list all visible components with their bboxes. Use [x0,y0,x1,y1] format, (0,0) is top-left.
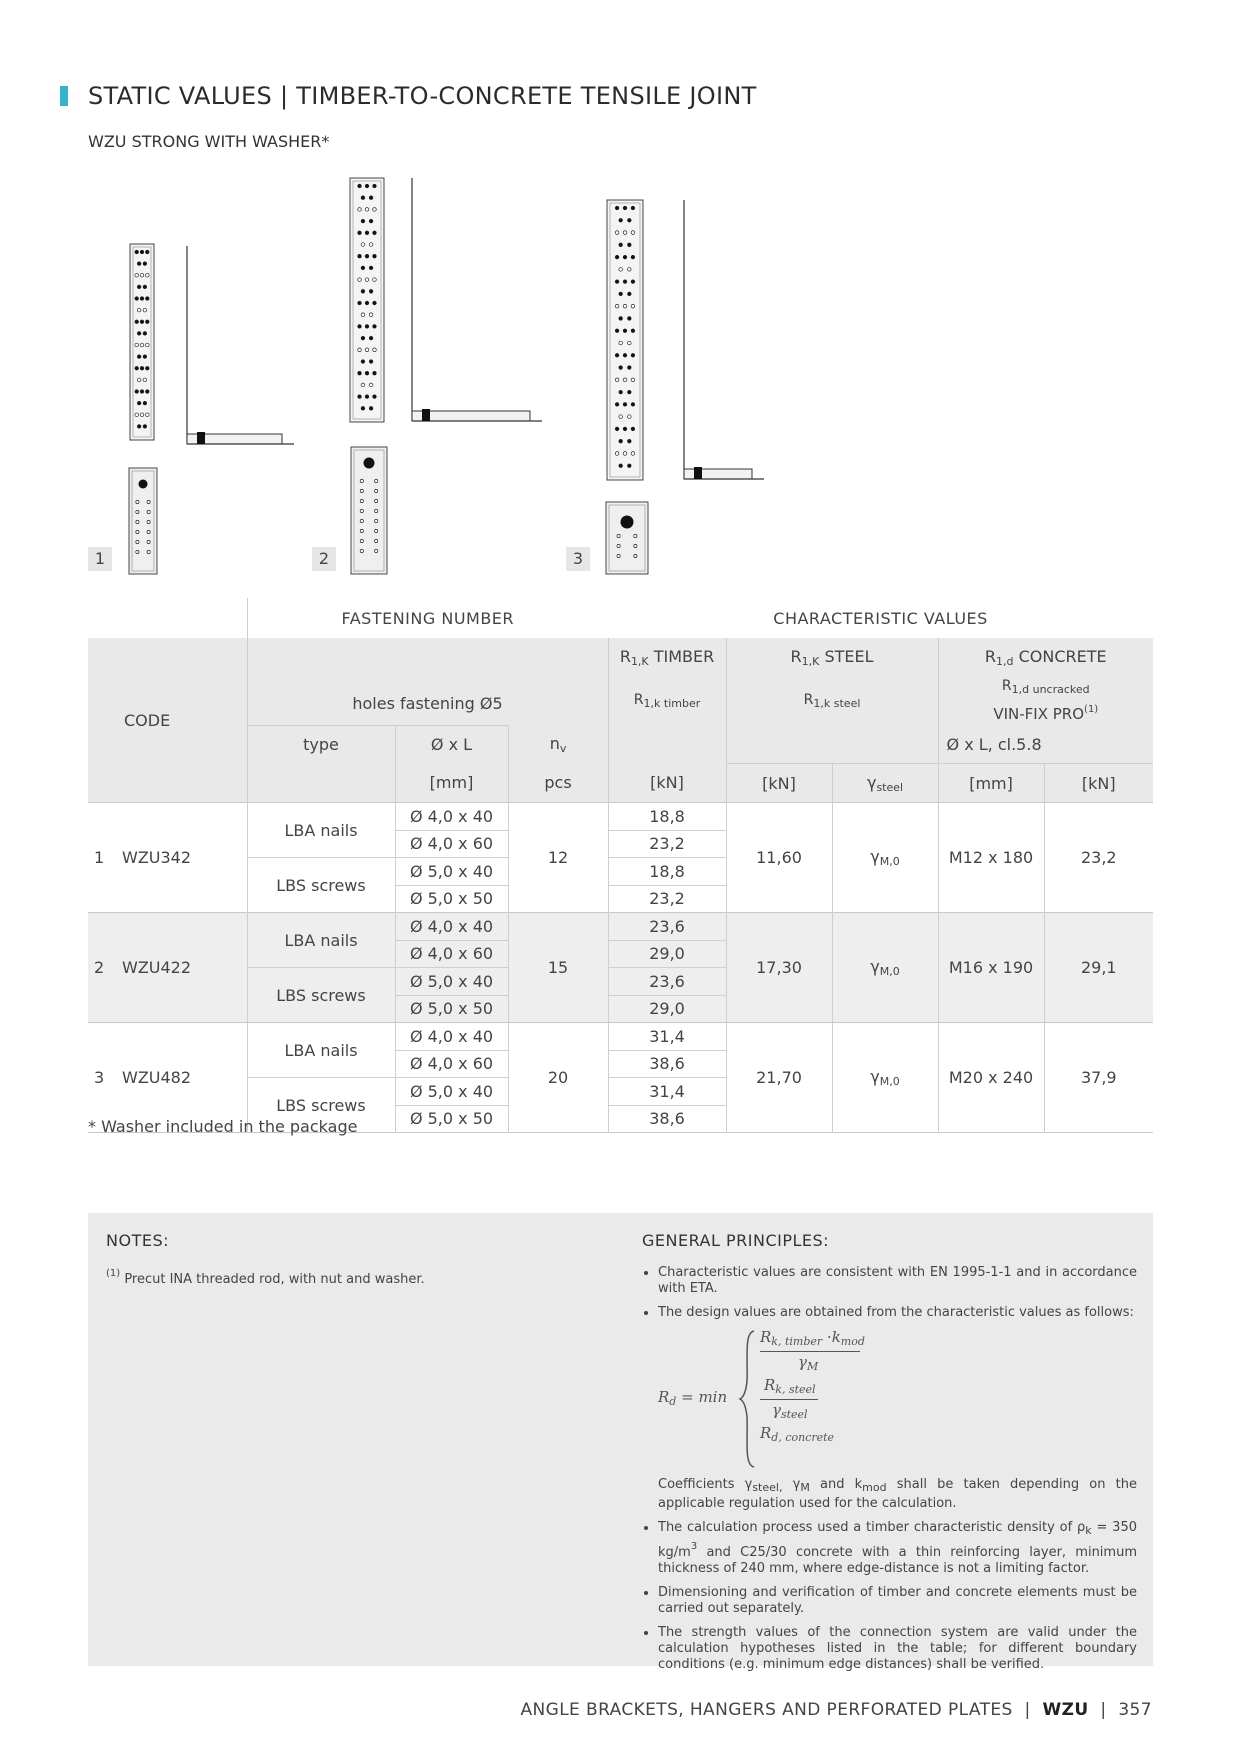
steel-symbol: $R_{1,k steel}$ [726,676,938,725]
unit-dxl: [mm] [395,764,508,803]
code-cell: 1 WZU342 [88,803,247,913]
timber-value-cell: 23,6 [608,913,726,941]
steel-value-cell: 17,30 [726,913,832,1023]
notes-heading: NOTES: [106,1231,169,1250]
principle-1: • Characteristic values are consistent with EN 1995-1-1 and in accordance with ETA. [658,1265,1137,1297]
timber-value-cell: 31,4 [608,1023,726,1051]
size-cell: Ø 5,0 x 50 [395,885,508,913]
timber-value-cell: 38,6 [608,1105,726,1133]
concrete-symbol: $R_{1,d uncracked}$ VIN-FIX PRO$^{(1)}$ [993,678,1099,723]
fastener-type-cell: LBS screws [247,968,395,1023]
nv-cell: 12 [508,803,608,913]
table-footnote: * Washer included in the package [88,1117,358,1136]
bracket-3-plate [607,200,643,480]
col-header-steel: $R_{1,K}$ STEEL [726,638,938,676]
col-header-holes: holes fastening Ø5 [247,638,608,725]
anchor-cell: M20 x 240 [938,1023,1044,1133]
group-header-fastening: FASTENING NUMBER [341,608,515,628]
timber-value-cell: 29,0 [608,995,726,1023]
code-cell: 3 WZU482 [88,1023,247,1133]
timber-symbol: $R_{1,k timber}$ [608,676,726,725]
principle-2: • The design values are obtained from the characteristic values as follows: [658,1305,1137,1321]
formula-term3: $R_{d, concrete}$ [760,1424,835,1444]
formula-term2-num: $R_{k, steel}$ [764,1376,816,1396]
anchor-cell: M16 x 190 [938,913,1044,1023]
anchor-cell: M12 x 180 [938,803,1044,913]
unit-nv: pcs [508,764,608,803]
unit-steel: [kN] [726,764,832,803]
figure-number-2: 2 [312,547,336,571]
concrete-value-cell: 37,9 [1044,1023,1153,1133]
footer-product: WZU [1042,1700,1089,1720]
principles-body [642,1265,1137,1681]
timber-value-cell: 23,6 [608,968,726,996]
nv-cell: 20 [508,1023,608,1133]
size-cell: Ø 4,0 x 40 [395,1023,508,1051]
steel-value-cell: 11,60 [726,803,832,913]
code-cell: 2 WZU422 [88,913,247,1023]
formula-term1-den: $\gamma_M$ [798,1353,819,1373]
fastener-type-cell: LBS screws [247,1078,395,1133]
col-header-concrete: $R_{1,d}$ CONCRETE [984,646,1107,668]
timber-value-cell: 23,2 [608,830,726,858]
col-header-nv: $n_v$ [508,725,608,764]
concrete-value-cell: 29,1 [1044,913,1153,1023]
unit-conc-mm: [mm] [938,764,1044,803]
coefficients-text: Coefficients $\gamma_{steel,}$ $\gamma_M$ and $k_{mod}$ shall be taken depending on the applicable regulation used for the calculation. [658,1477,1137,1511]
design-formula: $R_d = \min$ $R_{k, timber} \cdot k_{mod}$ $\gamma_M$ $R_{k, steel}$ $\gamma_{steel}$ $R_{d, concrete}$ [642,1329,1137,1469]
principle-4: • Dimensioning and verification of timber and concrete elements must be carried out separately. [658,1585,1137,1617]
unit-timber: [kN] [608,764,726,803]
gamma-cell: $\gamma_{M,0}$ [832,913,938,1023]
fastener-type-cell: LBS screws [247,858,395,913]
formula-term1-num: $R_{k, timber} \cdot k_{mod}$ [760,1328,865,1348]
product-drawings [0,0,1240,590]
figure-number-1: 1 [88,547,112,571]
steel-value-cell: 21,70 [726,1023,832,1133]
nv-cell: 15 [508,913,608,1023]
notes-panel [88,1213,1153,1672]
timber-value-cell: 18,8 [608,803,726,831]
table-row [88,803,1153,831]
principle-3: • The calculation process used a timber characteristic density of $\rho_k = 350$ $kg/m^3$ and C25/30 concrete with a thin reinforcing layer, minimum thickness of 240 mm, where edge-distance is not a limiting factor. [658,1520,1137,1577]
brace-icon [738,1329,758,1469]
group-header-characteristic: CHARACTERISTIC VALUES [773,608,988,628]
page-title: STATIC VALUES | TIMBER-TO-CONCRETE TENSILE JOINT [88,82,757,110]
col-header-type: type [247,725,395,764]
col-header-code: CODE [88,638,247,803]
timber-value-cell: 23,2 [608,885,726,913]
concrete-spec: Ø x L, cl.5.8 [946,734,1042,754]
size-cell: Ø 5,0 x 50 [395,995,508,1023]
footer-page-number: 357 [1118,1700,1152,1720]
fastener-type-cell: LBA nails [247,913,395,968]
gamma-cell: $\gamma_{M,0}$ [832,803,938,913]
note-1: $^{(1)}$ Precut INA threaded rod, with nut and washer. [106,1268,425,1287]
fastener-type-cell: LBA nails [247,803,395,858]
size-cell: Ø 4,0 x 60 [395,940,508,968]
page-subtitle: WZU STRONG WITH WASHER* [88,132,330,151]
timber-value-cell: 31,4 [608,1078,726,1106]
concrete-value-cell: 23,2 [1044,803,1153,913]
timber-value-cell: 38,6 [608,1050,726,1078]
size-cell: Ø 5,0 x 40 [395,1078,508,1106]
bracket-2-plate [350,178,384,422]
table-row [88,913,1153,941]
col-header-dxl: Ø x L [395,725,508,764]
timber-value-cell: 18,8 [608,858,726,886]
unit-conc-kn: [kN] [1044,764,1153,803]
footer-section: ANGLE BRACKETS, HANGERS AND PERFORATED PLATES [520,1700,1013,1720]
gamma-cell: $\gamma_{M,0}$ [832,1023,938,1133]
fastener-type-cell: LBA nails [247,1023,395,1078]
size-cell: Ø 5,0 x 40 [395,858,508,886]
principles-heading: GENERAL PRINCIPLES: [642,1231,830,1250]
unit-gamma-steel: $\gamma_{steel}$ [832,764,938,803]
bracket-3-front [606,502,648,574]
size-cell: Ø 5,0 x 50 [395,1105,508,1133]
table-row [88,1023,1153,1051]
size-cell: Ø 4,0 x 40 [395,803,508,831]
formula-term2-den: $\gamma_{steel}$ [772,1401,808,1421]
size-cell: Ø 5,0 x 40 [395,968,508,996]
size-cell: Ø 4,0 x 60 [395,1050,508,1078]
timber-value-cell: 29,0 [608,940,726,968]
static-values-table [88,598,1153,1133]
principle-5: • The strength values of the connection system are valid under the calculation hypotheses listed in the table; for different boundary conditions (e.g. minimum edge distances) shall be verified. [658,1625,1137,1673]
page-footer: ANGLE BRACKETS, HANGERS AND PERFORATED PLATES | WZU | 357 [520,1700,1152,1720]
size-cell: Ø 4,0 x 40 [395,913,508,941]
figure-number-3: 3 [566,547,590,571]
col-header-timber: $R_{1,K}$ TIMBER [608,638,726,676]
size-cell: Ø 4,0 x 60 [395,830,508,858]
